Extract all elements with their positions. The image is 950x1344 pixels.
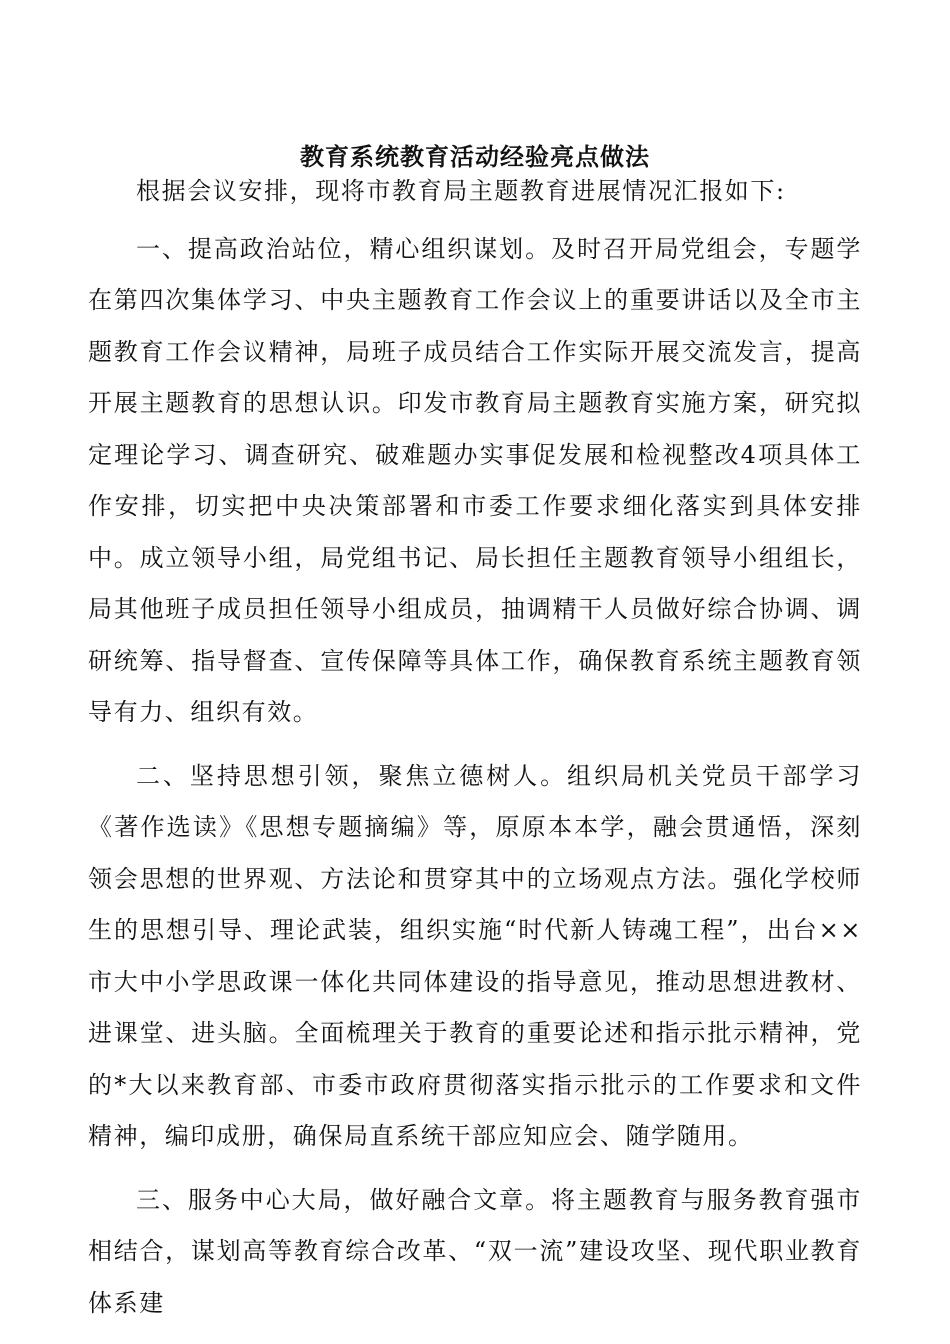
section-three-paragraph: 三、服务中心大局，做好融合文章。将主题教育与服务教育强市相结合，谋划高等教育综合改革、“双一流”建设攻坚、现代职业教育体系建 xyxy=(88,1185,862,1317)
document-title: 教育系统教育活动经验亮点做法 xyxy=(300,142,650,171)
intro-paragraph: 根据会议安排，现将市教育局主题教育进展情况汇报如下: xyxy=(136,177,786,205)
section-one-paragraph: 一、提高政治站位，精心组织谋划。及时召开局党组会，专题学在第四次集体学习、中央主题教育工作会议上的重要讲话以及全市主题教育工作会议精神，局班子成员结合工作实际开展交流发言，提高开展主题教育的思想认识。印发市教育局主题教育实施方案，研究拟定理论学习、调查研究、破难题办实事促发展和检视整改4项具体工作安排，切实把中央决策部署和市委工作要求细化落实到具体安排中。成立领导小组，局党组书记、局长担任主题教育领导小组组长，局其他班子成员担任领导小组成员，抽调精干人员做好综合协调、调研统筹、指导督查、宣传保障等具体工作，确保教育系统主题教育领导有力、组织有效。 xyxy=(88,234,862,726)
document-body xyxy=(88,166,862,1329)
section-two-paragraph: 二、坚持思想引领，聚焦立德树人。组织局机关党员干部学习《著作选读》《思想专题摘编》等，原原本本学，融会贯通悟，深刻领会思想的世界观、方法论和贯穿其中的立场观点方法。强化学校师生的思想引导、理论武装，组织实施“时代新人铸魂工程”，出台××市大中小学思政课一体化共同体建设的指导意见，推动思想进教材、进课堂、进头脑。全面梳理关于教育的重要论述和指示批示精神，党的*大以来教育部、市委市政府贯彻落实指示批示的工作要求和文件精神，编印成册，确保局直系统干部应知应会、随学随用。 xyxy=(88,761,862,1150)
